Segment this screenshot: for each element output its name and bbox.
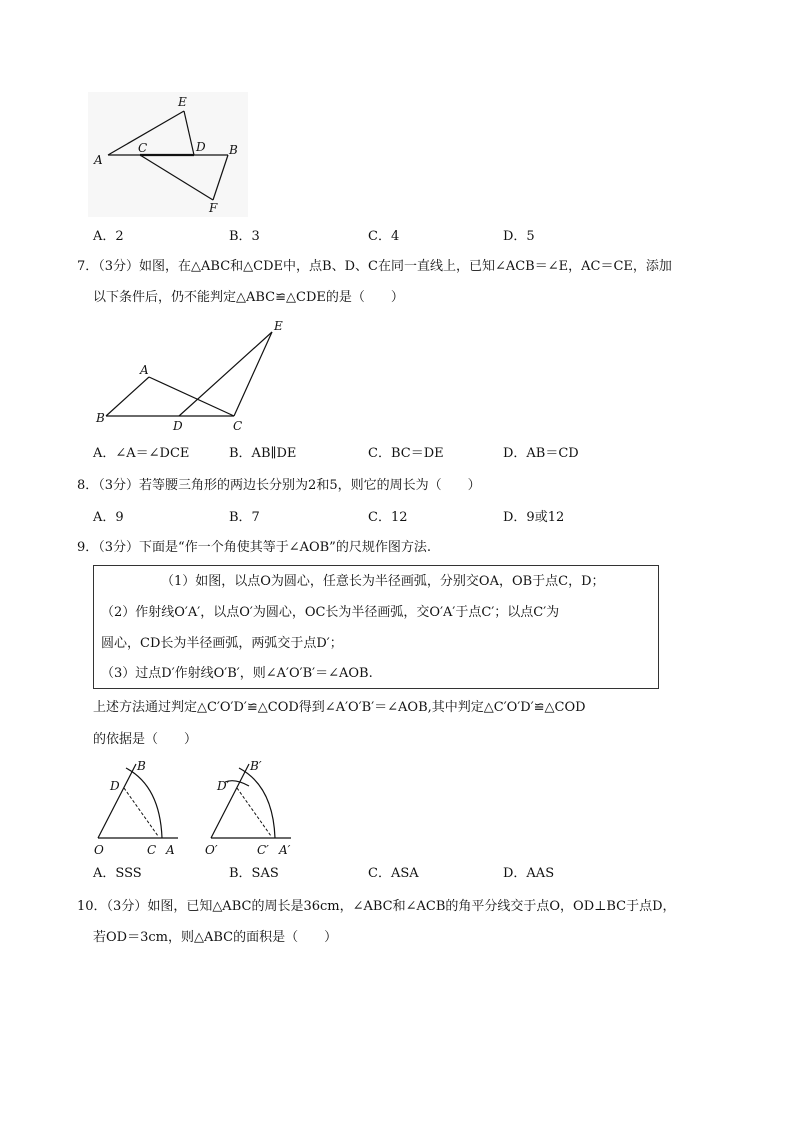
figure-q7 [92, 316, 292, 434]
label-A: A [166, 843, 175, 857]
q6-option-c[interactable]: C．4 [368, 229, 400, 244]
label-B: B [137, 759, 146, 773]
figure-q9-right [203, 756, 303, 858]
label-A: A [94, 153, 103, 167]
q9-line-1: 9．（3分）下面是“作一个角使其等于∠AOB”的尺规作图方法. [77, 540, 431, 555]
label-D: D [110, 779, 120, 793]
q8-option-c[interactable]: C．12 [368, 510, 408, 525]
figure-q9-left [90, 756, 190, 858]
q6-option-a[interactable]: A．2 [93, 229, 124, 244]
q8-option-b[interactable]: B．7 [229, 510, 260, 525]
label-D: D [196, 140, 206, 154]
label-O-prime: O′ [205, 843, 218, 857]
q9-after-line-1: 上述方法通过判定△C′O′D′≌△COD得到∠A′O′B′＝∠AOB,其中判定△C′O′D′≌△COD [93, 700, 586, 715]
step-2: （2）作射线O′A′，以点O′为圆心，OC长为半径画弧，交O′A′于点C′；以点C′为 [101, 605, 560, 620]
q6-option-b[interactable]: B．3 [229, 229, 260, 244]
label-A: A [140, 363, 149, 377]
q9-option-c[interactable]: C．ASA [368, 866, 419, 881]
label-F: F [209, 201, 218, 215]
label-E: E [178, 95, 187, 109]
label-C: C [233, 419, 243, 433]
step-1: （1）如图，以点O为圆心，任意长为半径画弧，分别交OA，OB于点C，D； [161, 574, 605, 589]
label-D-prime: D′ [217, 779, 230, 793]
q9-after-line-2: 的依据是（ ） [93, 732, 198, 747]
q6-option-d[interactable]: D．5 [503, 229, 535, 244]
step-2-cont: 圆心，CD长为半径画弧，两弧交于点D′； [101, 636, 343, 651]
q9-option-d[interactable]: D．AAS [503, 866, 555, 881]
step-3: （3）过点D′作射线O′B′，则∠A′O′B′＝∠AOB. [101, 666, 373, 681]
q7-option-a[interactable]: A．∠A＝∠DCE [93, 446, 190, 461]
label-B-prime: B′ [250, 759, 262, 773]
q7-line-2: 以下条件后，仍不能判定△ABC≌△CDE的是（ ） [93, 290, 404, 305]
q9-option-a[interactable]: A．SSS [93, 866, 142, 881]
q8-line-1: 8．（3分）若等腰三角形的两边长分别为2和5，则它的周长为（ ） [77, 478, 481, 493]
label-D: D [173, 419, 183, 433]
q10-line-1: 10．（3分）如图，已知△ABC的周长是36cm，∠ABC和∠ACB的角平分线交于点O，OD⊥BC于点D， [77, 899, 676, 914]
figure-q6 [88, 92, 248, 217]
q7-option-d[interactable]: D．AB＝CD [503, 446, 579, 461]
label-B: B [229, 143, 238, 157]
label-A-prime: A′ [279, 843, 291, 857]
q10-line-2: 若OD＝3cm，则△ABC的面积是（ ） [93, 930, 338, 945]
q8-option-d[interactable]: D．9或12 [503, 510, 565, 525]
q8-option-a[interactable]: A．9 [93, 510, 124, 525]
q7-option-b[interactable]: B．AB∥DE [229, 446, 297, 461]
label-O: O [94, 843, 104, 857]
label-C-prime: C′ [257, 843, 269, 857]
construction-steps-box [93, 565, 659, 689]
label-C: C [147, 843, 157, 857]
label-C: C [138, 141, 148, 155]
label-B: B [96, 411, 105, 425]
q7-option-c[interactable]: C．BC＝DE [368, 446, 444, 461]
q9-option-b[interactable]: B．SAS [229, 866, 279, 881]
label-E: E [274, 319, 283, 333]
q7-line-1: 7．（3分）如图，在△ABC和△CDE中，点B、D、C在同一直线上，已知∠ACB＝∠E，AC＝CE，添加 [77, 259, 672, 274]
